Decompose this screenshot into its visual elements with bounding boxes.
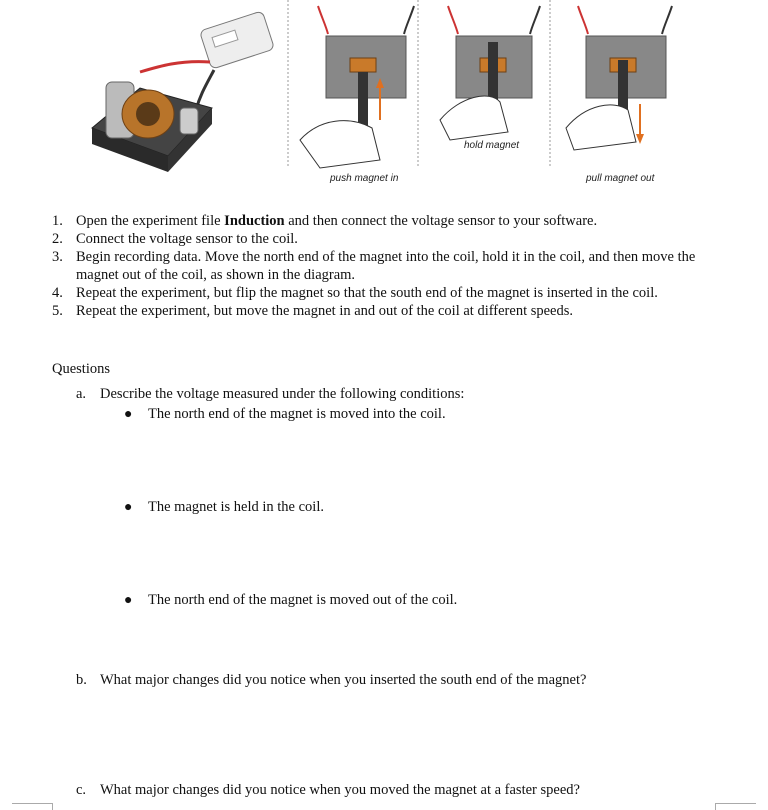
step-4-text: Repeat the experiment, but flip the magnet so that the south end of the magnet is inserted in the coil. bbox=[76, 285, 658, 301]
step-4 bbox=[52, 284, 712, 302]
step-number: 5. bbox=[52, 303, 63, 319]
step-number: 2. bbox=[52, 231, 63, 247]
caption-push-magnet-in: push magnet in bbox=[330, 173, 399, 184]
step-1 bbox=[52, 212, 712, 230]
step-3 bbox=[52, 248, 712, 284]
question-c-text: What major changes did you notice when you moved the magnet at a faster speed? bbox=[100, 782, 580, 798]
question-c bbox=[76, 782, 580, 799]
question-letter: a. bbox=[76, 386, 87, 402]
step-1-text-b: and then connect the voltage sensor to your software. bbox=[284, 213, 598, 229]
step-number: 3. bbox=[52, 249, 63, 265]
condition-bullet-2 bbox=[124, 499, 324, 516]
caption-hold-magnet: hold magnet bbox=[464, 140, 520, 151]
condition-2-text: The magnet is held in the coil. bbox=[148, 499, 324, 515]
step-2 bbox=[52, 230, 712, 248]
page-corner-mark-right bbox=[715, 803, 756, 810]
step-number: 4. bbox=[52, 285, 63, 301]
condition-bullet-3 bbox=[124, 592, 457, 609]
bullet-icon: ● bbox=[124, 407, 133, 422]
page-corner-mark-left bbox=[12, 803, 53, 810]
question-b bbox=[76, 672, 586, 689]
question-a bbox=[76, 386, 464, 403]
file-name-induction: Induction bbox=[224, 213, 285, 229]
step-5 bbox=[52, 302, 712, 320]
experiment-diagram bbox=[0, 0, 768, 200]
condition-3-text: The north end of the magnet is moved out of the coil. bbox=[148, 592, 458, 608]
question-a-text: Describe the voltage measured under the following conditions: bbox=[100, 386, 465, 402]
push-magnet-panel bbox=[300, 6, 414, 168]
step-1-text-a: Open the experiment file bbox=[76, 213, 225, 229]
step-number: 1. bbox=[52, 213, 63, 229]
condition-bullet-1 bbox=[124, 406, 446, 423]
questions-heading: Questions bbox=[52, 361, 110, 377]
question-b-text: What major changes did you notice when you inserted the south end of the magnet? bbox=[100, 672, 587, 688]
step-5-text: Repeat the experiment, but move the magnet in and out of the coil at different speeds. bbox=[76, 303, 574, 319]
step-2-text: Connect the voltage sensor to the coil. bbox=[76, 231, 298, 247]
condition-1-text: The north end of the magnet is moved into the coil. bbox=[148, 406, 446, 422]
step-3-text: Begin recording data. Move the north end of the magnet into the coil, hold it in the coil, and then move the magnet out of the coil, as shown in the diagram. bbox=[76, 249, 696, 283]
hold-magnet-panel bbox=[440, 6, 540, 140]
bullet-icon: ● bbox=[124, 593, 133, 608]
question-letter: c. bbox=[76, 782, 87, 798]
coil-illustration bbox=[92, 82, 212, 172]
question-letter: b. bbox=[76, 672, 87, 688]
bullet-icon: ● bbox=[124, 500, 133, 515]
procedure-steps bbox=[52, 212, 712, 320]
pull-magnet-panel bbox=[566, 6, 672, 150]
caption-pull-magnet-out: pull magnet out bbox=[586, 173, 655, 184]
